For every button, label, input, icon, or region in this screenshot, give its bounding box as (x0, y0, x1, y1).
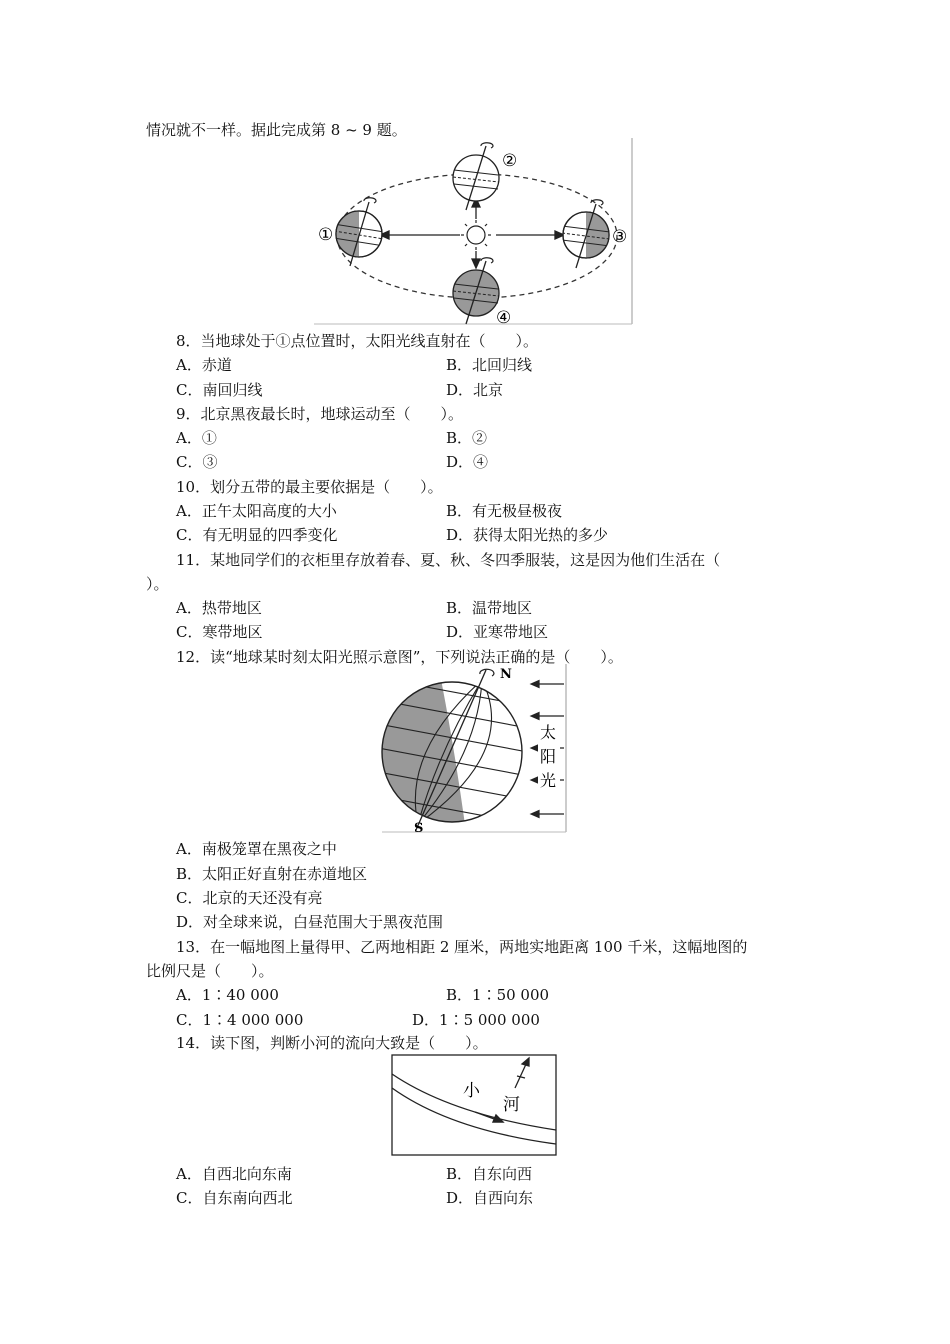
orbit-label-4: ④ (496, 308, 512, 326)
question-10-option-b[interactable]: B．有无极昼极夜 (446, 502, 563, 520)
question-9-option-d[interactable]: D．④ (446, 453, 489, 471)
sun-icon (461, 220, 491, 250)
earth-position-3 (562, 200, 612, 268)
question-8-option-d[interactable]: D．北京 (446, 381, 504, 399)
question-9-option-c[interactable]: C．③ (176, 453, 218, 471)
question-14-option-a[interactable]: A．自西北向东南 (176, 1165, 292, 1183)
earth-position-1 (334, 198, 384, 266)
question-9-option-b[interactable]: B．② (446, 429, 488, 447)
question-12-stem: 12．读“地球某时刻太阳光照示意图”，下列说法正确的是（ ）。 (176, 648, 623, 666)
intro-text: 情况就不一样。据此完成第 8 ~ 9 题。 (146, 121, 407, 139)
question-11-option-c[interactable]: C．寒带地区 (176, 623, 263, 641)
river-label-1: 小 (463, 1081, 480, 1101)
earth-illumination-figure (378, 664, 570, 834)
question-13-option-b[interactable]: B．1∶50 000 (446, 986, 550, 1004)
question-13-option-c[interactable]: C．1∶4 000 000 (176, 1011, 304, 1029)
question-8-option-c[interactable]: C．南回归线 (176, 381, 263, 399)
question-10-option-c[interactable]: C．有无明显的四季变化 (176, 526, 338, 544)
question-11-stem: 11．某地同学们的衣柜里存放着春、夏、秋、冬四季服装，这是因为他们生活在（ (176, 551, 721, 569)
question-12-option-a[interactable]: A．南极笼罩在黑夜之中 (176, 840, 337, 858)
question-9-stem: 9．北京黑夜最长时，地球运动至（ ）。 (176, 405, 464, 423)
question-14-option-b[interactable]: B．自东向西 (446, 1165, 533, 1183)
south-pole-label: S (414, 821, 424, 834)
north-pole-label: N (500, 667, 512, 682)
question-13-stem: 13．在一幅地图上量得甲、乙两地相距 2 厘米，两地实地距离 100 千米，这幅地图的 (176, 938, 748, 956)
question-10-option-a[interactable]: A．正午太阳高度的大小 (176, 502, 337, 520)
orbit-label-3: ③ (612, 227, 628, 247)
question-14-option-c[interactable]: C．自东南向西北 (176, 1189, 293, 1207)
question-12-option-c[interactable]: C．北京的天还没有亮 (176, 889, 323, 907)
question-13-option-d[interactable]: D．1∶5 000 000 (412, 1011, 540, 1029)
question-11-option-d[interactable]: D．亚寒带地区 (446, 623, 549, 641)
river-figure (391, 1054, 559, 1158)
question-8-option-b[interactable]: B．北回归线 (446, 356, 533, 374)
orbit-label-2: ② (502, 151, 518, 171)
question-12-option-b[interactable]: B．太阳正好直射在赤道地区 (176, 865, 368, 883)
question-12-option-d[interactable]: D．对全球来说，白昼范围大于黑夜范围 (176, 913, 444, 931)
question-11-option-b[interactable]: B．温带地区 (446, 599, 533, 617)
river-label-2: 河 (503, 1095, 520, 1115)
question-11-stem-continued: ）。 (146, 575, 169, 593)
question-10-option-d[interactable]: D．获得太阳光热的多少 (446, 526, 609, 544)
earth-orbit-figure (314, 138, 634, 326)
question-14-option-d[interactable]: D．自西向东 (446, 1189, 534, 1207)
question-8-stem: 8．当地球处于①点位置时，太阳光线直射在（ ）。 (176, 332, 539, 350)
question-8-option-a[interactable]: A．赤道 (176, 356, 232, 374)
question-9-option-a[interactable]: A．① (176, 429, 217, 447)
question-14-stem: 14．读下图，判断小河的流向大致是（ ）。 (176, 1034, 488, 1052)
question-13-option-a[interactable]: A．1∶40 000 (176, 986, 279, 1004)
sunlight-label-3: 光 (540, 771, 557, 790)
orbit-label-1: ① (318, 225, 334, 245)
question-13-stem-continued: 比例尺是（ ）。 (146, 962, 274, 980)
question-11-option-a[interactable]: A．热带地区 (176, 599, 262, 617)
sunlight-label-2: 阳 (540, 747, 557, 766)
question-10-stem: 10．划分五带的最主要依据是（ ）。 (176, 478, 443, 496)
earth-position-2 (453, 143, 499, 210)
sunlight-label-1: 太 (540, 723, 557, 742)
